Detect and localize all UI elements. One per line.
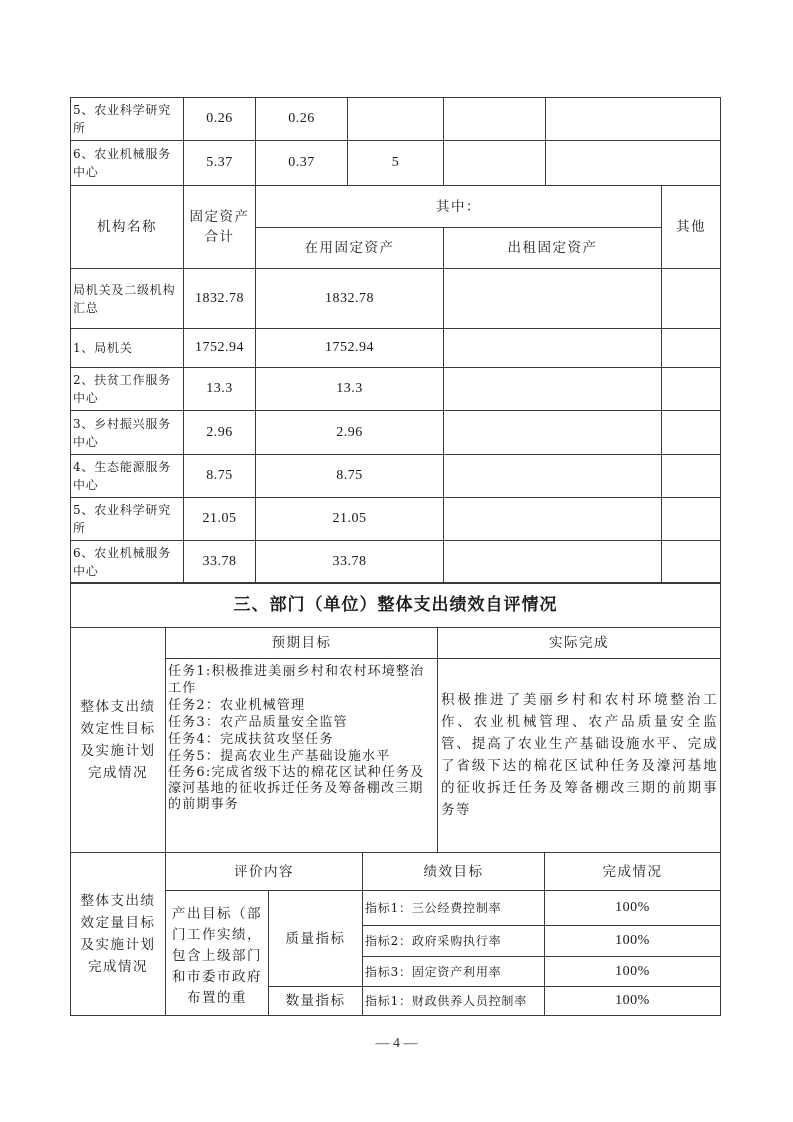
header-other [661,185,721,269]
expected-goals-cell [165,658,438,853]
total-value: 1752.94 [195,340,244,355]
header-label: 评价内容 [234,863,294,880]
org-name-cell [70,540,184,584]
leased-value-cell [443,497,662,541]
row-label-text: 整体支出绩效定量目标及实施计划完成情况 [80,893,156,975]
header-among [255,185,662,228]
eval-content-header [165,852,363,891]
in-use-value: 33.78 [332,554,367,569]
total-value: 21.05 [202,511,237,526]
leased-value-cell [443,367,662,411]
other-value-cell [661,454,721,498]
org-name-cell [70,328,184,368]
header-label: 实际完成 [549,635,609,651]
actual-completion-cell [437,658,721,853]
section-title-text: 三、部门（单位）整体支出绩效自评情况 [233,595,558,615]
task-item: 任务2：农业机械管理 [168,698,306,713]
org-name: 6、农业机械服务中心 [73,546,172,578]
header-label: 其他 [676,219,706,235]
indicator-value-cell [544,925,721,957]
value: 5.37 [206,155,233,170]
total-value-cell [183,410,256,455]
header-label: 预期目标 [271,635,332,651]
header-label: 完成情况 [602,863,663,880]
indicator-value-cell [544,986,721,1016]
leased-value-cell [443,268,662,329]
org-name-cell [70,497,184,541]
org-name: 4、生态能源服务中心 [73,460,172,492]
org-name-cell [70,454,184,498]
task-item: 任务3：农产品质量安全监管 [168,715,348,730]
group-label: 数量指标 [285,993,346,1009]
value-cell [545,97,721,141]
value-cell [255,140,348,186]
value: 5 [391,155,400,170]
leased-value-cell [443,328,662,368]
value: 0.26 [206,111,233,126]
header-org-name [70,185,184,269]
in-use-value: 21.05 [332,511,367,526]
org-name: 3、乡村振兴服务中心 [73,416,172,449]
header-label: 其中： [436,198,481,215]
other-value-cell [661,497,721,541]
in-use-value: 1752.94 [325,340,374,355]
value-cell [255,97,348,141]
in-use-value: 13.3 [336,381,363,396]
indicator-name-cell [362,890,545,926]
in-use-value-cell [255,497,444,541]
indicator-name-cell [362,925,545,957]
total-value: 2.96 [206,424,233,440]
indicator-name-cell [362,986,545,1016]
total-value: 13.3 [206,381,233,396]
other-value-cell [661,328,721,368]
task-item: 任务5：提高农业生产基础设施水平 [168,749,391,764]
indicator-name: 指标2：政府采购执行率 [365,934,502,948]
total-value: 8.75 [206,468,233,483]
quantitative-row-label [70,852,166,1016]
org-name: 2、扶贫工作服务中心 [73,373,172,405]
in-use-value-cell [255,367,444,411]
actual-header [437,627,721,659]
total-value: 33.78 [202,554,237,569]
header-in-use [255,227,444,269]
target-header [362,852,545,891]
total-value-cell [183,367,256,411]
value-cell [347,97,444,141]
output-target-cell [165,890,269,1016]
total-value-cell [183,268,256,329]
other-value-cell [661,540,721,584]
total-value-cell [183,540,256,584]
org-name-cell [70,97,184,141]
other-value-cell [661,367,721,411]
in-use-value: 8.75 [336,468,363,483]
leased-value-cell [443,540,662,584]
leased-value-cell [443,410,662,455]
indicator-name: 指标1：三公经费控制率 [365,901,502,915]
indicator-value-cell [544,890,721,926]
in-use-value: 2.96 [336,424,363,440]
value: 0.37 [288,155,315,170]
org-name-cell [70,140,184,186]
in-use-value-cell [255,410,444,455]
in-use-value: 1832.78 [325,290,374,306]
leased-value-cell [443,454,662,498]
total-value-cell [183,454,256,498]
org-name: 5、农业科学研究所 [73,503,172,535]
completion-header [544,852,721,891]
indicator-name: 指标1：财政供养人员控制率 [365,994,528,1008]
indicator-value: 100% [615,933,650,948]
indicator-name: 指标3：固定资产利用率 [365,964,502,979]
group-label: 质量指标 [285,930,346,947]
value-cell [183,97,256,141]
total-value-cell [183,497,256,541]
total-value-cell [183,328,256,368]
page-number: — 4 — [375,1036,418,1051]
value-cell [347,140,444,186]
in-use-value-cell [255,540,444,584]
value-cell [545,140,721,186]
header-leased [443,227,662,269]
indicator-name-cell [362,956,545,987]
org-name-cell [70,410,184,455]
value-cell [443,97,546,141]
org-name: 局机关及二级机构汇总 [73,282,176,315]
expected-header [165,627,438,659]
org-name: 1、局机关 [73,341,133,355]
output-target-text: 产出目标（部门工作实绩，包含上级部门和市委市政府布置的重 [172,905,262,1006]
org-name-cell [70,268,184,329]
header-total [183,185,256,269]
in-use-value-cell [255,268,444,329]
qualitative-row-label [70,627,166,853]
row-label-text: 整体支出绩效定性目标及实施计划完成情况 [80,699,156,781]
indicator-value-cell [544,956,721,987]
header-label: 机构名称 [97,219,157,235]
indicator-value: 100% [615,900,650,915]
value: 0.26 [288,111,315,126]
task-item: 任务4：完成扶贫攻坚任务 [168,732,334,747]
task-item: 任务1:积极推进美丽乡村和农村环境整治工作 [168,664,425,696]
in-use-value-cell [255,454,444,498]
org-name: 5、农业科学研究所 [73,103,172,135]
actual-completion-text: 积极推进了美丽乡村和农村环境整治工作、农业机械管理、农产品质量安全监管、提高了农业生产基础设施水平、完成了省级下达的棉花区试种任务及濠河基地的征收拆迁任务及筹备棚改三期的前期事务等 [441,692,718,818]
indicator-value: 100% [615,993,650,1008]
total-value: 1832.78 [195,290,244,306]
header-label: 在用固定资产 [304,240,395,256]
other-value-cell [661,268,721,329]
in-use-value-cell [255,328,444,368]
header-label: 出租固定资产 [507,240,598,256]
value-cell [183,140,256,186]
org-name-cell [70,367,184,411]
header-label: 绩效目标 [423,863,484,880]
section-title [70,582,721,628]
quantity-indicator-group [268,986,363,1016]
value-cell [443,140,546,186]
org-name: 6、农业机械服务中心 [73,147,172,179]
other-value-cell [661,410,721,455]
task-item: 任务6:完成省级下达的棉花区试种任务及濠河基地的征收拆迁任务及筹备棚改三期的前期事务 [168,765,425,812]
header-label: 固定资产合计 [189,209,250,245]
quality-indicator-group [268,890,363,987]
indicator-value: 100% [615,963,650,979]
